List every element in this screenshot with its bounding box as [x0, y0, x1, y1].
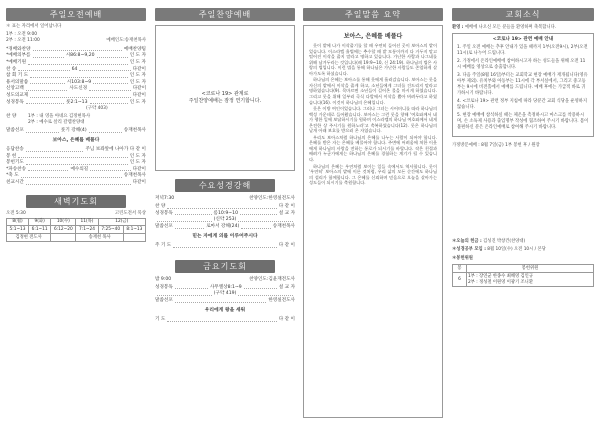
wed-time: 저녁7:30 — [155, 196, 175, 201]
sermon-summary-box — [303, 25, 443, 418]
service-time-text: 1부 : 오전 9:00 2부 : 오전 11:00 — [6, 31, 40, 43]
order-m: (신약 253) — [213, 217, 237, 223]
order-row — [6, 93, 146, 100]
order-r: 설 교 자 — [278, 210, 296, 216]
order-r: 다같이 — [132, 86, 147, 92]
header-wednesday: 수요성경강해 — [175, 179, 275, 192]
leader-dots — [26, 86, 68, 91]
leader-dots — [30, 73, 128, 78]
order-r: 한영실전도사 — [268, 298, 295, 303]
leader-dots — [28, 167, 68, 172]
news-item: 4. <코로나 19> 관련 정부 지침에 따라 당분간 교회 식당을 운영하지 않습니다. — [457, 99, 588, 111]
leader-dots — [26, 100, 64, 105]
leader-dots — [89, 128, 122, 133]
news-item: 2. 가정에서 온라인예배에 참여하시고자 하는 성도들을 위해 오전 11시 예배를 영상으로 송출합니다. — [457, 59, 586, 71]
leader-dots — [89, 86, 131, 91]
summary-paragraph: 우리도 보아스처럼 하나님의 은혜를 나누는 사람이 되어야 합니다. 은혜를 받은 자는 은혜를 베풀어야 합니다. 주변에 어려움에 처한 이웃에게 하나님의 사랑을 전하는 통로가 되시기를 바랍니다. 작은 친절과 배려가 누군가에게는 하나님의 은혜를 경험하는 계기가 될 수 있습니다. — [309, 134, 437, 163]
order-l: 찬 송 — [6, 66, 17, 72]
order-m: 시103:8~9 — [66, 79, 92, 85]
leader-dots — [157, 217, 212, 222]
order-row — [155, 298, 295, 305]
covid-info-items — [457, 45, 589, 131]
order-r: 인 도 자 — [129, 99, 146, 105]
dawn-day: 9(화) — [29, 218, 51, 226]
header-praise-worship: 주일찬양예배 — [155, 8, 295, 21]
dawn-passage: 6:12~20 — [51, 226, 76, 234]
order-row — [6, 53, 146, 60]
info-label: ＊오늘의 헌금 : — [452, 239, 482, 245]
leader-dots — [175, 211, 212, 216]
bible-page-ref: (구약 403) — [86, 106, 108, 112]
closing-order — [6, 147, 146, 187]
order-l: 봉헌기도 — [6, 160, 24, 166]
choir-label: 찬 양 — [6, 114, 17, 120]
leader-dots — [97, 53, 128, 58]
wed-end-right: 다 같 이 — [278, 243, 295, 249]
leader-dots — [30, 93, 130, 98]
header-dawn-prayer: 새벽기도회 — [26, 195, 126, 208]
news-item: 1. 주일 오전 예배는 추후 안내가 있을 때까지 1부(오전9시), 2부(오전11시)로 나누어 드립니다. — [457, 45, 588, 57]
leader-dots — [175, 285, 208, 290]
wed-end-row — [155, 243, 295, 250]
order-r: 다 같 이 — [278, 204, 295, 210]
covid-info-box — [452, 33, 594, 137]
home-visit-line: 가정방문예배 : 8월 7일(금) 1부 봉헌 후 / 원장 — [452, 143, 540, 149]
fri-info — [155, 277, 295, 283]
choir-line-2: 2부 : 예수로 살리 갈렙찬양대 — [28, 120, 85, 126]
column-praise-worship — [155, 8, 295, 324]
summary-paragraph: 하나님의 은혜는 보아스를 통해 룻에게 흘러갔습니다. 보아스는 룻을 자신의 밭에서 이삭을 줍게 하고, 소년들에게 그녀를 건드리지 말라고 명하였습니다(9). 목마르면 소년들이 길어온 물을 마시게 하였습니다. 그리고 룻을 위해 일부러 곡식 다발에서 이삭을 뽑아 버려두라고 하였습니다(16). 이것이 하나님의 은혜입니다. — [309, 77, 437, 105]
dawn-passage: 7:1~24 — [76, 226, 98, 234]
sermon-row-right: 송재천목사 — [123, 127, 146, 133]
order-l: *예배의부름 — [6, 53, 31, 59]
leader-dots — [90, 167, 130, 172]
order-m: 예수의길 — [70, 166, 89, 172]
order-row — [155, 217, 295, 224]
leader-dots — [30, 80, 65, 85]
choir-section — [6, 114, 146, 126]
order-row — [6, 173, 146, 180]
wed-info — [155, 196, 295, 202]
service-leader: 예배인도:송재천목사 — [106, 37, 146, 43]
leader-dots — [26, 160, 128, 165]
order-row — [155, 291, 295, 298]
order-r: 송재천목사 — [123, 173, 146, 179]
welcome-text: 예배에 나오신 모든 분들을 환영하며 축복합니다. — [464, 25, 557, 30]
order-r: 인 도 자 — [129, 60, 146, 65]
info-value: 8월 10일(수) 오전 10시 / 본당 — [487, 247, 546, 253]
duty-row — [453, 273, 594, 287]
leader-dots — [21, 173, 122, 178]
dawn-table-row — [7, 234, 146, 242]
dawn-passage: 5:1~13 — [7, 226, 29, 234]
leader-dots — [175, 298, 267, 303]
order-m: 사무엘상8:1~9 — [209, 284, 242, 290]
leader-dots — [33, 53, 64, 58]
leader-dots — [238, 291, 293, 296]
info-line — [452, 239, 594, 245]
order-l: *파송찬송 — [6, 166, 27, 172]
order-row — [155, 204, 295, 211]
header-friday: 금요기도회 — [175, 260, 275, 273]
order-r: 다같이 — [132, 180, 146, 185]
dawn-day: 10(수) — [51, 218, 76, 226]
covid-notice-box — [155, 25, 295, 171]
covid-info-title: <코로나 19> 관련 예배 안내 — [492, 37, 554, 43]
sermon-row-label: 말씀선포 — [6, 127, 24, 133]
order-row — [6, 73, 146, 80]
order-m: 사도신경 — [69, 86, 88, 92]
leader-dots — [241, 224, 270, 229]
dawn-leader-gap — [123, 234, 145, 242]
fri-end-label: 기 도 — [155, 317, 166, 323]
summary-paragraph: 룻은 이방 여인이었습니다. 그러나 그녀는 시어머니를 따라 하나님의 백성 가운데로 들어왔습니다. 보아스는 그런 룻을 향해 '여호와께서 네가 행한 일에 보답하시기를 원하며 이스라엘의 하나님 여호와께서 네게 온전한 상 주시기를 원하노라'고 축복하였습니다(12). 룻은 하나님의 날개 아래 보호를 받으러 온 자였습니다. — [309, 106, 437, 134]
order-l: 참 회 기 도 — [6, 73, 29, 79]
dawn-day: 8(월) — [7, 218, 29, 226]
leader-dots — [33, 47, 122, 52]
wed-title: 믿는 자에게 의를 이루어주시다 — [192, 233, 258, 239]
order-m: 64 — [71, 66, 78, 72]
bottom-info — [452, 239, 594, 253]
leader-dots — [244, 285, 277, 290]
order-l: 성경봉독 — [6, 99, 24, 105]
duty-key: 봉 — [453, 265, 467, 273]
leader-dots — [167, 317, 276, 322]
duty-value: 봉헌위원 — [467, 265, 594, 273]
info-value: 김성진 박창건(찬양대) — [483, 239, 526, 245]
welcome-line — [452, 25, 594, 31]
order-m: 로마서 강해(24) — [206, 223, 240, 229]
header-sermon-summary: 주일말씀 요약 — [303, 8, 443, 21]
info-line — [452, 247, 594, 253]
leader-dots — [173, 243, 277, 248]
order-row — [6, 154, 146, 161]
duty-row — [453, 265, 594, 273]
leader-dots — [90, 100, 128, 105]
wed-leader: 찬양인도:한영실전도사 — [249, 196, 295, 201]
leader-dots — [175, 224, 204, 229]
order-l: 친교시간 — [6, 180, 24, 185]
dawn-passage: 8:1~13 — [123, 226, 145, 234]
sermon-row-mid: 룻기 강해(4) — [60, 127, 87, 133]
dawn-leader: 고린도전서 묵상 — [114, 210, 146, 216]
column-sermon-summary — [303, 8, 443, 418]
fri-leader: 찬양인도:김윤재전도사 — [249, 276, 295, 282]
order-l: 성경봉독 — [155, 284, 173, 290]
order-row — [6, 60, 146, 67]
leader-dots — [79, 67, 130, 72]
standing-notice: ＊ 표는 자리에서 일어납니다 — [6, 24, 62, 29]
order-m: 롬10:9~10 — [213, 210, 238, 216]
summary-title: 보아스, 은혜를 베풀다 — [343, 33, 403, 40]
order-r: 주님 보좌앞에 나아가 다 같 이 — [85, 147, 146, 153]
dawn-info — [6, 211, 146, 217]
dawn-day: 11(목) — [76, 218, 98, 226]
order-l: 신앙고백 — [6, 86, 24, 92]
wed-order — [155, 204, 295, 230]
fri-title: 우리에게 왕을 세워 — [204, 307, 246, 313]
wed-end-label: 주 기 도 — [155, 243, 172, 249]
sermon-row — [6, 128, 146, 135]
duty-value: 1부 : 장연균 한종수 최해영 김인규 2부 : 정성철 이원영 이광기 조니환 — [467, 273, 594, 287]
order-r: 인 도 자 — [129, 153, 146, 159]
order-r2: 인 도 자 — [129, 53, 147, 59]
sermon-title: 보아스, 은혜를 베풀다 — [52, 137, 100, 143]
order-m: (구약 419) — [213, 291, 237, 297]
dawn-table-row — [7, 226, 146, 234]
welcome-label: 환영 : — [452, 25, 464, 30]
fri-order — [155, 285, 295, 305]
info-label: ＊성경공부 모임 : — [452, 247, 486, 253]
order-row — [6, 160, 146, 167]
order-l: 성도의교제 — [6, 92, 29, 98]
order-l: 말씀선포 — [155, 298, 173, 303]
order-row — [6, 147, 146, 154]
fri-time: 밤 9:00 — [155, 276, 172, 282]
order-r: 송재천목사 — [272, 223, 295, 229]
order-of-worship — [6, 47, 146, 106]
order-r: 인 도 자 — [129, 160, 146, 166]
column-church-news — [452, 8, 594, 287]
leader-dots — [157, 291, 212, 296]
order-r: 다같이 — [132, 166, 146, 172]
header-morning-worship: 주일오전예배 — [6, 8, 146, 21]
leader-dots — [26, 180, 131, 185]
order-row — [6, 86, 146, 93]
order-m: 룻2:1~13 — [66, 99, 88, 105]
order-l: *축 도 — [6, 173, 19, 179]
dawn-day: 12(금) — [98, 218, 145, 226]
fri-end-row — [155, 317, 295, 324]
covid-notice-text: <코로나 19> 관계로 주일찬양예배는 잠정 연기합니다. — [188, 91, 262, 104]
leader-dots — [93, 80, 128, 85]
dawn-table — [6, 218, 146, 242]
order-l: 용서의말씀 — [6, 79, 29, 85]
duty-key: 6 — [453, 273, 467, 287]
order-row — [6, 180, 146, 187]
order-l: 찬 양 — [155, 204, 166, 210]
header-church-news: 교회소식 — [452, 8, 594, 21]
order-l: 봉 헌 — [6, 153, 17, 159]
duty-table — [452, 264, 594, 286]
order-l: 말씀선포 — [155, 223, 173, 229]
order-row — [155, 224, 295, 231]
choir-line-1: 1부 : 내 영을 아네요 김정현목사 — [28, 114, 91, 120]
order-r: 인 도 자 — [129, 79, 147, 85]
order-l: *경배와찬양 — [6, 46, 31, 52]
leader-dots — [238, 217, 293, 222]
leader-dots — [240, 211, 277, 216]
dawn-passage: 7:25~40 — [98, 226, 123, 234]
summary-paragraphs — [309, 43, 437, 186]
order-r: 설 교 자 — [278, 284, 296, 290]
dawn-leader-2: 송재천 목사 — [76, 234, 123, 242]
order-r: 다같이 — [132, 66, 146, 72]
news-item: 5. 현장 예배에 참석하실 때는 체온을 측정하시고 마스크를 착용하시며, 손 소독제 사용과 출입명부 작성에 협조하여 주시기 바랍니다. 몸이 불편하신 분은 온라인예배로 참여해 주시기 바랍니다. — [457, 113, 589, 131]
order-r: 인 도 자 — [129, 73, 146, 79]
column-morning-worship — [6, 8, 146, 242]
leader-dots — [26, 128, 59, 133]
news-item: 3. 다음 주일(8월 16일)부터는 교회학교 현장 예배가 재개됩니다(영유아부 제외). 유치부와 아동부는 11시에 각 부서실에서, 그리고 중고등부는 9시에 비전홀에서 예배를 드립니다. 예배 후에는 가급적 바로 귀가하시기 바랍니다. — [457, 73, 588, 97]
leader-dots — [167, 204, 276, 209]
leader-dots — [18, 154, 127, 159]
leader-dots — [26, 147, 84, 152]
order-r: 시86:8~9,20 — [65, 53, 95, 59]
dawn-leader-gap — [51, 234, 76, 242]
fri-end-right: 다 같 이 — [278, 317, 295, 323]
order-l: 응답찬송 — [6, 147, 24, 153]
dawn-table-head — [7, 218, 146, 226]
choir-lines — [28, 114, 90, 126]
duty-title: ＊봉헌위원 — [452, 256, 473, 262]
dawn-leader-1: 김정현 전도사 — [7, 234, 51, 242]
dawn-passage: 6:1~11 — [29, 226, 51, 234]
dawn-time: 오전 5:30 — [6, 210, 26, 216]
summary-paragraph: 룻이 밭에 나가 이삭줍기를 할 때 우연히 들어선 곳이 보아스의 밭이었습니다. 이스라엘 율법에는 추수할 때 밭 모퉁이까지 다 거두지 말고 떨어진 이삭을 줍지 말라고 명하고 있습니다. 가난한 사람과 나그네를 위해 남겨두라는 것입니다(레 19:9~10, 신 24:19). 하나님의 법은 사랑의 법입니다. 이런 법을 통해 하나님은 가난한 사람들도 존엄하게 살아가도록 하셨습니다. — [309, 43, 437, 76]
order-l: 성경봉독 — [155, 210, 173, 216]
order-row — [6, 100, 146, 107]
order-l: *예배기원 — [6, 60, 27, 65]
summary-paragraph: 하나님의 은혜는 우연처럼 보이는 일들 속에서도 역사합니다. 룻이 '우연히' 보아스의 밭에 이른 것처럼, 우리 삶의 모든 순간에도 하나님의 섭리가 함께합니다. 그 은혜를 신뢰하며 믿음으로 오늘을 살아가는 성도들이 되시기를 축원합니다. — [309, 163, 437, 186]
service-times — [6, 32, 146, 44]
order-r: 다같이 — [132, 92, 146, 98]
leader-dots — [18, 67, 69, 72]
leader-dots — [28, 60, 128, 65]
order-r: 예배찬양팀 — [123, 46, 146, 52]
